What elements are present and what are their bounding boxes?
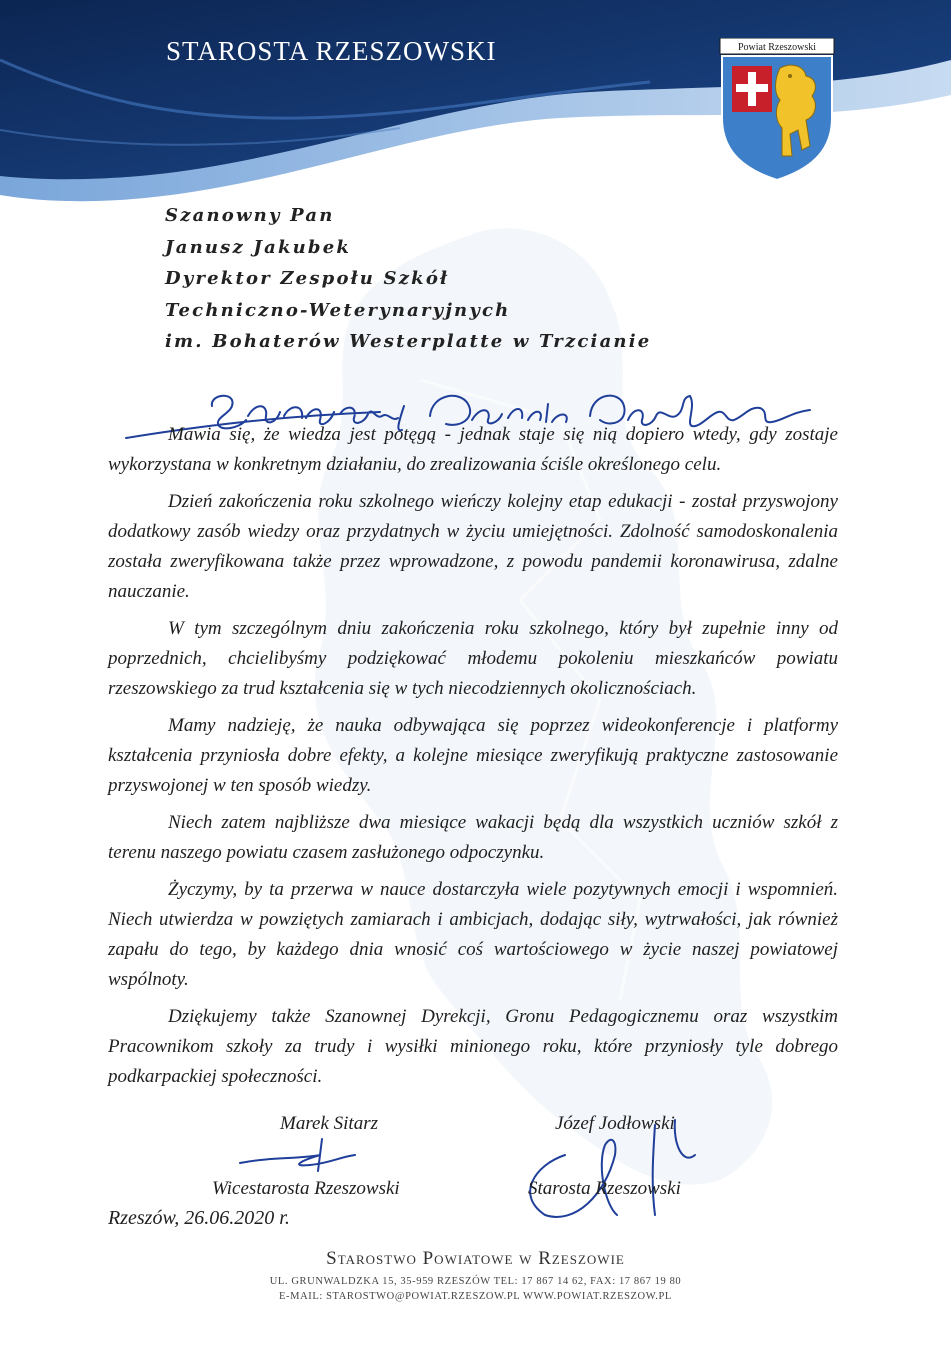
left-handwritten-signature xyxy=(230,1135,370,1175)
addressee-line: Dyrektor Zespołu Szkół xyxy=(165,268,450,289)
emblem-label: Powiat Rzeszowski xyxy=(737,42,817,53)
body-paragraph: Życzymy, by ta przerwa w nauce dostarczyła wiele pozytywnych emocji i wspomnień. Niech utwierdza w powziętych zamiarach i ambicjach, dodając siły, wytrwałości, jak również zapału do tego, by każdego dnia wnosić coś wartościowego w życie naszej powiatowej wspólnoty. xyxy=(108,879,838,990)
body-paragraph: Dziękujemy także Szanownej Dyrekcji, Gronu Pedagogicznemu oraz wszystkim Pracownikom szkoły za trudy i wysiłki minionego roku, które przyniosły tyle dobrego podkarpackiej społeczności. xyxy=(108,1006,838,1087)
body-paragraph: Mamy nadzieję, że nauka odbywająca się poprzez wideokonferencje i platformy kształcenia przyniosła dobre efekty, a kolejne miesiące zweryfikują praktyczne zastosowanie przyswojonej w ten sposób wiedzy. xyxy=(108,715,838,796)
place-and-date: Rzeszów, 26.06.2020 r. xyxy=(108,1207,290,1229)
addressee-line: Techniczno-Weterynaryjnych xyxy=(165,299,511,321)
footer-contact-line: E-MAIL: STAROSTWO@POWIAT.RZESZOW.PL WWW.POWIAT.RZESZOW.PL xyxy=(279,1291,672,1302)
right-handwritten-signature xyxy=(505,1115,725,1230)
header-title: STAROSTA RZESZOWSKI xyxy=(166,36,497,66)
addressee-block xyxy=(165,200,651,358)
body-paragraph: Mawia się, że wiedza jest potęgą - jednak staje się nią dopiero wtedy, gdy zostaje wykorzystana w konkretnym działaniu, do zrealizowania ściśle określonego celu. xyxy=(108,424,838,475)
footer-address-line: UL. GRUNWALDZKA 15, 35-959 RZESZÓW TEL: 17 867 14 62, FAX: 17 867 19 80 xyxy=(269,1276,682,1287)
addressee-line: Janusz Jakubek xyxy=(165,236,352,258)
body-paragraph: Dzień zakończenia roku szkolnego wieńczy kolejny etap edukacji - został przyswojony dodatkowy zasób wiedzy oraz przydatnych w życiu umiejętności. Zdolność samodoskonalenia została zweryfikowana także przez wprowadzone, z powodu pandemii koronawirusa, zdalne nauczanie. xyxy=(108,491,838,602)
addressee-line: Szanowny Pan xyxy=(165,205,335,226)
coat-of-arms-emblem xyxy=(718,38,836,182)
left-signatory-title: Wicestarosta Rzeszowski xyxy=(212,1178,400,1199)
right-signatory-title: Starosta Rzeszowski xyxy=(528,1178,681,1199)
letter-body xyxy=(108,420,838,1099)
right-signatory-name: Józef Jodłowski xyxy=(555,1113,675,1134)
body-paragraph: W tym szczególnym dniu zakończenia roku szkolnego, który był zupełnie inny od poprzednich, chcielibyśmy podziękować młodemu pokoleniu mieszkańców powiatu rzeszowskiego za trud kształcenia się w tych niecodziennych okolicznościach. xyxy=(108,618,838,699)
addressee-line: im. Bohaterów Westerplatte w Trzcianie xyxy=(165,331,652,352)
left-signatory-name: Marek Sitarz xyxy=(280,1113,378,1134)
footer-organization: Starostwo Powiatowe w Rzeszowie xyxy=(326,1248,625,1269)
body-paragraph: Niech zatem najbliższe dwa miesiące wakacji będą dla wszystkich uczniów szkół z terenu naszego powiatu czasem zasłużonego odpoczynku. xyxy=(108,812,838,863)
